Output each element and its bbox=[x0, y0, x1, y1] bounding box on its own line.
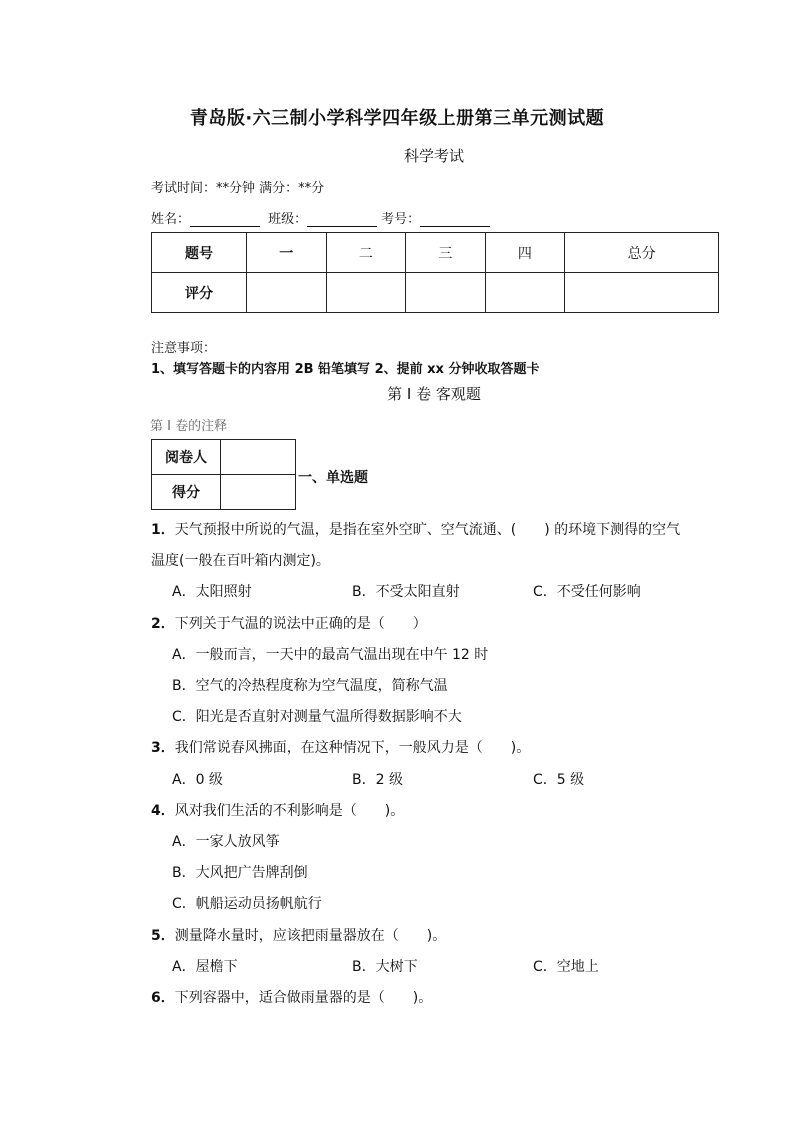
question-4-option-c[interactable]: C．帆船运动员扬帆航行 bbox=[172, 896, 322, 912]
question-number: 2． bbox=[151, 616, 175, 632]
question-text: 我们常说春风拂面，在这种情况下，一般风力是（ )。 bbox=[174, 740, 531, 756]
question-1-option-c[interactable]: C．不受任何影响 bbox=[533, 584, 641, 600]
question-5-option-c[interactable]: C．空地上 bbox=[533, 959, 599, 975]
score-table-cell: 总分 bbox=[565, 233, 719, 273]
score-table bbox=[151, 232, 719, 313]
score-table-cell: 四 bbox=[485, 233, 565, 273]
score-table-empty-cell bbox=[485, 273, 565, 313]
question-2-option-c[interactable]: C．阳光是否直射对测量气温所得数据影响不大 bbox=[172, 709, 462, 725]
score-table-empty-cell bbox=[406, 273, 486, 313]
name-label: 姓名： bbox=[151, 212, 191, 227]
question-text: 下列容器中，适合做雨量器的是（ )。 bbox=[174, 990, 433, 1006]
score-table-header-row bbox=[152, 233, 719, 273]
section-title: 一、单选题 bbox=[298, 470, 368, 486]
question-text: 风对我们生活的不利影响是（ )。 bbox=[174, 803, 405, 819]
class-label: 班级： bbox=[268, 212, 308, 227]
question-text: 天气预报中所说的气温，是指在室外空旷、空气流通、( ) 的环境下测得的空气 bbox=[174, 522, 681, 538]
score-row bbox=[152, 475, 296, 510]
score-table-cell: 题号 bbox=[152, 233, 247, 273]
question-5-option-a[interactable]: A．屋檐下 bbox=[172, 959, 238, 975]
score-label: 得分 bbox=[152, 475, 221, 510]
question-4-option-b[interactable]: B．大风把广告牌刮倒 bbox=[172, 865, 308, 881]
score-table-row-label: 评分 bbox=[152, 273, 247, 313]
question-4 bbox=[151, 800, 404, 820]
part1-title: 第 I 卷 客观题 bbox=[387, 385, 481, 403]
number-blank bbox=[420, 213, 490, 227]
question-number: 3． bbox=[151, 740, 175, 756]
question-3-option-a[interactable]: A．0 级 bbox=[172, 772, 223, 788]
question-3-option-c[interactable]: C．5 级 bbox=[533, 772, 585, 788]
reader-value-cell bbox=[221, 440, 296, 475]
question-number: 1． bbox=[151, 522, 175, 538]
score-value-cell bbox=[221, 475, 296, 510]
score-table-empty-cell bbox=[565, 273, 719, 313]
question-1-continued: 温度(一般在百叶箱内测定)。 bbox=[151, 553, 330, 569]
name-blank bbox=[190, 213, 260, 227]
score-table-cell: 二 bbox=[326, 233, 406, 273]
question-2-option-a[interactable]: A．一般而言，一天中的最高气温出现在中午 12 时 bbox=[172, 647, 489, 663]
question-number: 6． bbox=[151, 990, 175, 1006]
score-table-empty-cell bbox=[247, 273, 327, 313]
question-3-option-b[interactable]: B．2 级 bbox=[352, 772, 403, 788]
reader-label: 阅卷人 bbox=[152, 440, 221, 475]
question-number: 4． bbox=[151, 803, 175, 819]
part1-note: 第 I 卷的注释 bbox=[150, 419, 228, 434]
score-table-cell: 一 bbox=[247, 233, 327, 273]
reader-score-box bbox=[151, 439, 296, 510]
notice-body: 1、填写答题卡的内容用 2B 铅笔填写 2、提前 xx 分钟收取答题卡 bbox=[151, 362, 540, 377]
question-5-option-b[interactable]: B．大树下 bbox=[352, 959, 418, 975]
question-1-option-a[interactable]: A．太阳照射 bbox=[172, 584, 252, 600]
document-title: 青岛版·六三制小学科学四年级上册第三单元测试题 bbox=[189, 108, 605, 129]
score-table-score-row bbox=[152, 273, 719, 313]
question-text: 测量降水量时，应该把雨量器放在（ )。 bbox=[174, 928, 447, 944]
notice-label: 注意事项： bbox=[151, 341, 217, 356]
score-table-cell: 三 bbox=[406, 233, 486, 273]
score-table-empty-cell bbox=[326, 273, 406, 313]
reader-row bbox=[152, 440, 296, 475]
question-number: 5． bbox=[151, 928, 175, 944]
class-blank bbox=[307, 213, 377, 227]
question-5 bbox=[151, 925, 446, 945]
student-info-line bbox=[151, 208, 494, 227]
document-subtitle: 科学考试 bbox=[403, 147, 464, 165]
question-2 bbox=[151, 613, 427, 633]
question-2-option-b[interactable]: B．空气的冷热程度称为空气温度，简称气温 bbox=[172, 678, 448, 694]
question-1 bbox=[151, 519, 680, 539]
question-3 bbox=[151, 737, 530, 757]
question-1-option-b[interactable]: B．不受太阳直射 bbox=[352, 584, 460, 600]
question-text: 下列关于气温的说法中正确的是（ ） bbox=[174, 616, 427, 632]
question-4-option-a[interactable]: A．一家人放风筝 bbox=[172, 834, 280, 850]
question-6 bbox=[151, 987, 432, 1007]
number-label: 考号： bbox=[381, 212, 421, 227]
exam-info: 考试时间：**分钟 满分：**分 bbox=[151, 181, 325, 196]
